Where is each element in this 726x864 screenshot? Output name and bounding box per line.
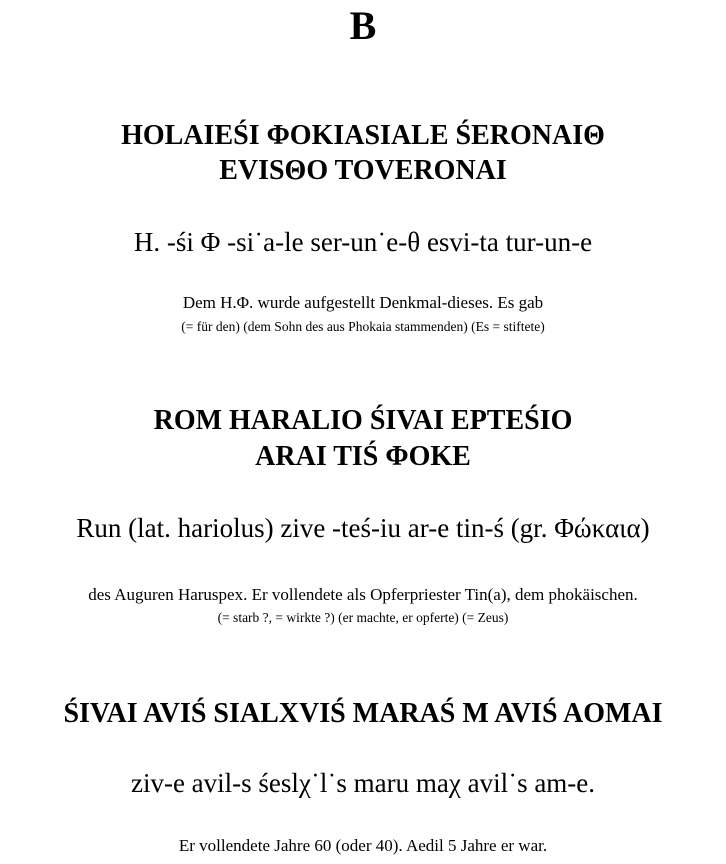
page-letter: B [349,3,377,48]
gloss-line: (= für den) (dem Sohn des aus Phokaia stammenden) (Es = stiftete) [181,319,545,334]
translation-line: Dem H.Φ. wurde aufgestellt Denkmal-dieses. Es gab [182,293,544,312]
inscription-heading-line: ARAI TIŚ ΦOKE [255,441,471,472]
inscription-heading-line: ROM HARALIO ŚIVAI EPTEŚIO [153,405,573,436]
gloss-line: (= starb ?, = wirkte ?) (er machte, er opferte) (= Zeus) [217,610,509,625]
transliteration-line: H. -śi Φ -si˙a-le ser-un˙e-θ esvi-ta tur-un-e [133,227,593,257]
inscription-heading-line: ŚIVAI AVIŚ SIALXVIŚ MARAŚ M AVIŚ AOMAI [63,698,663,729]
translation-line: des Auguren Haruspex. Er vollendete als Opferpriester Tin(a), dem phokäischen. [88,585,638,604]
inscription-heading-line: HOLAIEŚI ΦOKIASIALE ŚERONAIΘ [121,120,605,151]
transliteration-line: Run (lat. hariolus) zive -teś-iu ar-e tin-ś (gr. Φώκαια) [76,513,650,543]
transliteration-line: ziv-e avil-s śeslχ˙l˙s maru maχ avil˙s am-e. [130,768,596,798]
inscription-heading-line: EVISΘO TOVERONAI [219,155,507,186]
translation-line: Er vollendete Jahre 60 (oder 40). Aedil 5 Jahre er war. [178,836,548,855]
